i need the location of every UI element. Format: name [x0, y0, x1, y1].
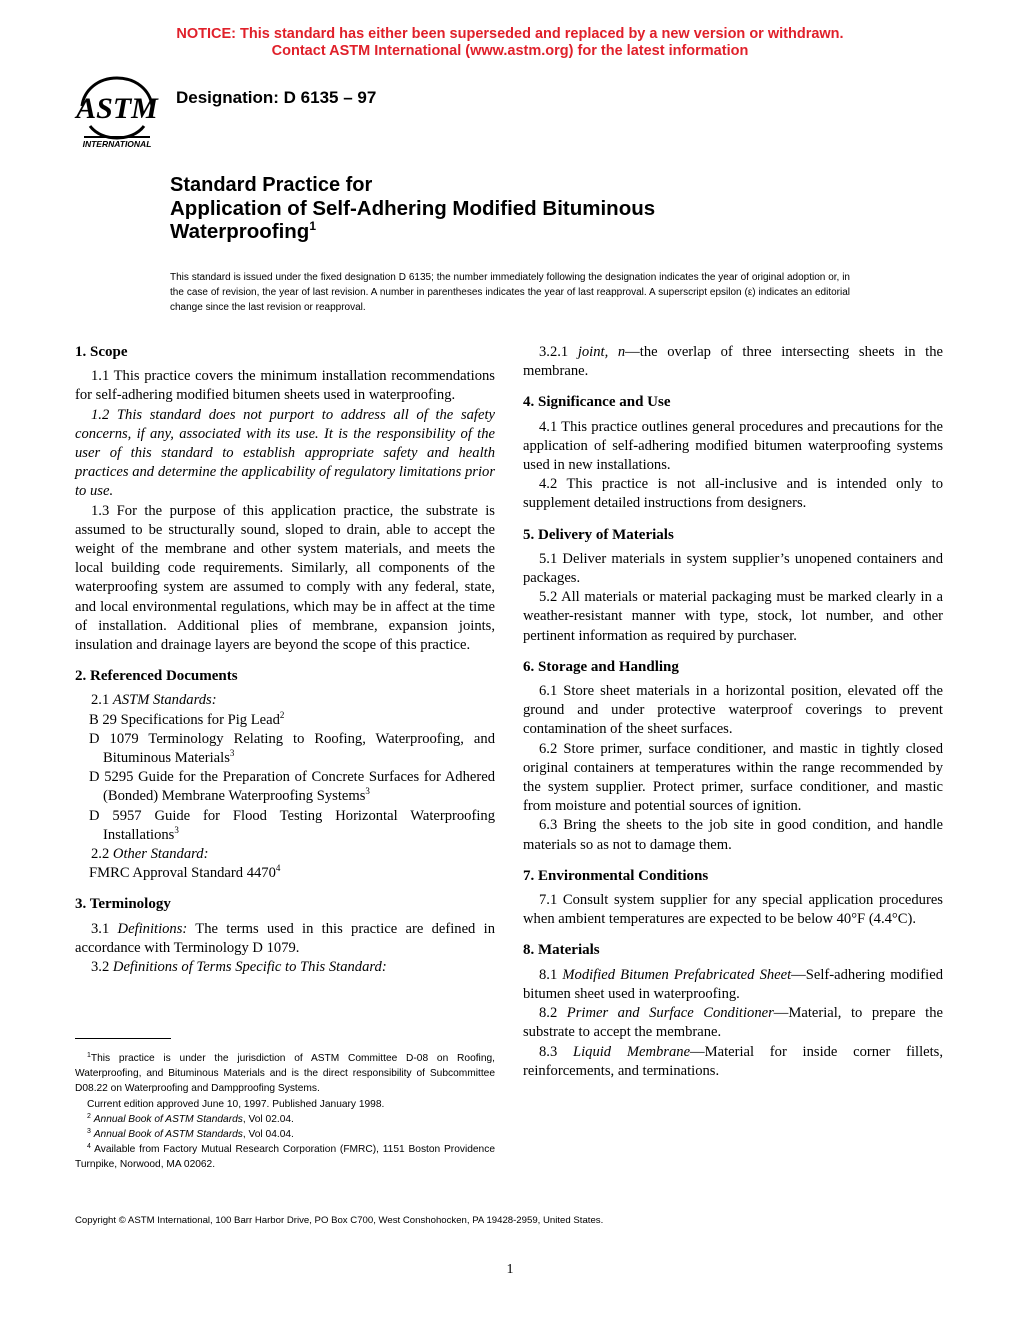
section-2-1-number: 2.1	[91, 692, 110, 709]
designation: Designation: D 6135 – 97	[176, 88, 377, 107]
section-2-2-number: 2.2	[91, 846, 110, 863]
logo-caption: INTERNATIONAL	[82, 139, 152, 149]
section-8-3-number: 8.3	[539, 1043, 558, 1060]
footnote-2-volume: , Vol 02.04.	[242, 1113, 294, 1125]
section-2-1-label: ASTM Standards:	[112, 692, 217, 709]
section-6-2: 6.2 Store primer, surface conditioner, and mastic in tightly closed original containers at temperatures within the range recommended by the system supplier. Protect primer, surface conditioner, and mastic from moisture and potential sources of ignition.	[523, 740, 943, 815]
reference-d1079	[75, 730, 495, 768]
section-8-2	[523, 1004, 943, 1042]
reference-b29	[75, 711, 495, 730]
section-3-1-number: 3.1	[91, 920, 110, 937]
section-6-3: 6.3 Bring the sheets to the job site in good condition, and handle materials so as not to damage them.	[523, 817, 943, 853]
title-line-3-text: Waterproofing	[170, 220, 310, 243]
right-column	[523, 343, 943, 1081]
section-1-1: 1.1 This practice covers the minimum installation recommendations for self-adhering modified bitumen sheets used in waterproofing.	[75, 368, 495, 404]
astm-logo	[74, 74, 160, 150]
section-3-2-1	[523, 343, 943, 381]
footnote-3-volume: , Vol 04.04.	[242, 1129, 294, 1141]
section-8-3	[523, 1043, 943, 1081]
footnote-1-text: This practice is under the jurisdiction of ASTM Committee D-08 on Roofing, Waterproofing, and Bituminous Materials and is the direct responsibility of Subcommittee D08.22 on Waterproofing and Dampproofing Systems.	[75, 1053, 495, 1095]
footnote-1-mark: 1	[87, 1052, 91, 1059]
section-3-1-text: The terms used in this practice are defined in accordance with Terminology D 1079.	[75, 920, 495, 956]
section-8-3-text: —Material for inside corner fillets, reinforcements, and terminations.	[523, 1043, 943, 1079]
section-2-2-label: Other Standard:	[112, 846, 209, 863]
section-6-1: 6.1 Store sheet materials in a horizontal position, elevated off the ground and under protective waterproof coverings to prevent contamination of the sheet surfaces.	[523, 683, 943, 738]
section-2-heading: 2. Referenced Documents	[75, 668, 238, 685]
footnote-1b: Current edition approved June 10, 1997. Published January 1998.	[87, 1098, 385, 1110]
footnote-4-text: Available from Factory Mutual Research Corporation (FMRC), 1151 Boston Providence Turnpike, Norwood, MA 02062.	[75, 1144, 495, 1171]
reference-d1079-text: D 1079 Terminology Relating to Roofing, Waterproofing, and Bituminous Materials	[89, 730, 495, 767]
section-8-2-term: Primer and Surface Conditioner	[566, 1005, 774, 1022]
reference-d1079-footnote: 3	[229, 748, 235, 759]
section-5-1: 5.1 Deliver materials in system supplier’s unopened containers and packages.	[523, 550, 943, 587]
reference-d5295-footnote: 3	[365, 786, 370, 797]
reference-fmrc	[75, 864, 495, 883]
reference-d5295	[75, 768, 495, 806]
section-8-2-number: 8.2	[539, 1005, 558, 1022]
section-3-1	[75, 920, 495, 958]
section-7-heading: 7. Environmental Conditions	[523, 867, 709, 884]
section-4-1: 4.1 This practice outlines general procedures and precautions for the application of self-adhering modified bitumen waterproofing systems used in new installations.	[523, 418, 943, 474]
copyright: Copyright © ASTM International, 100 Barr Harbor Drive, PO Box C700, West Conshohocken, PA 19428-2959, United States.	[75, 1215, 604, 1226]
page-number: 1	[506, 1262, 514, 1277]
document-title	[170, 174, 655, 243]
section-3-2-1-number: 3.2.1	[539, 344, 569, 360]
footnote-2-mark: 2	[87, 1112, 91, 1120]
section-3-1-label: Definitions:	[117, 920, 188, 937]
title-line-1: Standard Practice for	[170, 174, 373, 196]
supersede-notice	[0, 26, 1020, 60]
title-footnote-mark: 1	[309, 219, 316, 233]
footnote-3-mark: 3	[87, 1128, 91, 1136]
notice-line-1: NOTICE: This standard has either been superseded and replaced by a new version or withdrawn.	[176, 26, 844, 42]
section-6-heading: 6. Storage and Handling	[523, 658, 679, 675]
reference-fmrc-text: FMRC Approval Standard 4470	[89, 865, 276, 882]
footnote-2	[75, 1112, 495, 1127]
footnote-1	[75, 1051, 495, 1097]
section-1-2: 1.2 This standard does not purport to address all of the safety concerns, if any, associated with its use. It is the responsibility of the user of this standard to establish appropriate safety and health practices and determine the applicability of regulatory limitations prior to use.	[75, 406, 495, 500]
reference-d5957-text: D 5957 Guide for Flood Testing Horizontal Waterproofing Installations	[89, 807, 495, 843]
reference-d5957	[75, 807, 495, 845]
reference-b29-footnote: 2	[279, 709, 285, 720]
section-1-3: 1.3 For the purpose of this application practice, the substrate is assumed to be structurally sound, sloped to drain, able to accept the weight of the membrane and other system materials, and meets the local building code requirements. Similarly, all components of the waterproofing system are assumed to comply with any federal, state, and local environmental regulations, which may be in affect at the time of installation. Additional plies of membrane, expansion joints, insulation and drainage layers are beyond the scope of this practice.	[75, 502, 495, 654]
footnote-3	[75, 1127, 495, 1142]
left-column	[75, 343, 495, 977]
section-2-1	[75, 691, 495, 710]
title-line-3	[170, 220, 655, 243]
footnote-3-book: Annual Book of ASTM Standards	[93, 1129, 243, 1141]
section-5-heading: 5. Delivery of Materials	[523, 526, 674, 543]
reference-b29-text: B 29 Specifications for Pig Lead	[89, 711, 280, 728]
section-3-heading: 3. Terminology	[75, 896, 171, 913]
section-8-3-term: Liquid Membrane	[572, 1043, 691, 1060]
footnotes	[75, 1051, 495, 1173]
footnote-4-mark: 4	[87, 1143, 91, 1151]
section-3-2-1-term: joint, n	[577, 344, 626, 360]
section-3-2-number: 3.2	[91, 959, 110, 976]
title-line-2: Application of Self-Adhering Modified Bituminous	[170, 197, 656, 220]
section-8-1-term: Modified Bitumen Prefabricated Sheet	[562, 966, 792, 983]
footnote-2-book: Annual Book of ASTM Standards	[93, 1113, 243, 1125]
section-7-1: 7.1 Consult system supplier for any special application procedures when ambient temperatures are expected to be below 40°F (4.4°C).	[523, 892, 943, 928]
section-8-1-text: —Self-adhering modified bitumen sheet used in waterproofing.	[523, 966, 943, 1002]
issuance-note: This standard is issued under the fixed designation D 6135; the number immediately following the designation indicates the year of original adoption or, in the case of revision, the year of last revision. A number in parentheses indicates the year of last reapproval. A superscript epsilon (ε) indicates an editorial change since the last revision or reapproval.	[170, 272, 850, 313]
section-1-heading: 1. Scope	[75, 344, 128, 360]
section-3-2	[75, 958, 495, 977]
reference-fmrc-footnote: 4	[275, 863, 281, 874]
notice-line-2: Contact ASTM International (www.astm.org) for the latest information	[271, 43, 749, 59]
astm-logo-mark	[74, 74, 160, 150]
section-4-heading: 4. Significance and Use	[523, 394, 671, 411]
logo-text: ASTM	[76, 92, 158, 125]
reference-d5957-footnote: 3	[174, 824, 179, 835]
section-2-2	[75, 845, 495, 864]
footnote-4	[75, 1142, 495, 1172]
section-5-2: 5.2 All materials or material packaging must be marked clearly in a weather-resistant manner with type, stock, lot number, and other pertinent information as required by purchaser.	[523, 589, 943, 644]
section-8-1-number: 8.1	[539, 966, 558, 983]
section-8-2-text: —Material, to prepare the substrate to accept the membrane.	[523, 1005, 943, 1041]
reference-d5295-text: D 5295 Guide for the Preparation of Concrete Surfaces for Adhered (Bonded) Membrane Waterproofing Systems	[89, 769, 495, 805]
section-4-2: 4.2 This practice is not all-inclusive and is intended only to supplement detailed instructions from designers.	[523, 476, 943, 512]
section-3-2-label: Definitions of Terms Specific to This Standard:	[112, 959, 387, 976]
section-3-2-1-text: —the overlap of three intersecting sheets in the membrane.	[523, 344, 943, 380]
section-8-1	[523, 966, 943, 1004]
footnote-divider	[75, 1038, 171, 1039]
section-8-heading: 8. Materials	[523, 942, 600, 959]
